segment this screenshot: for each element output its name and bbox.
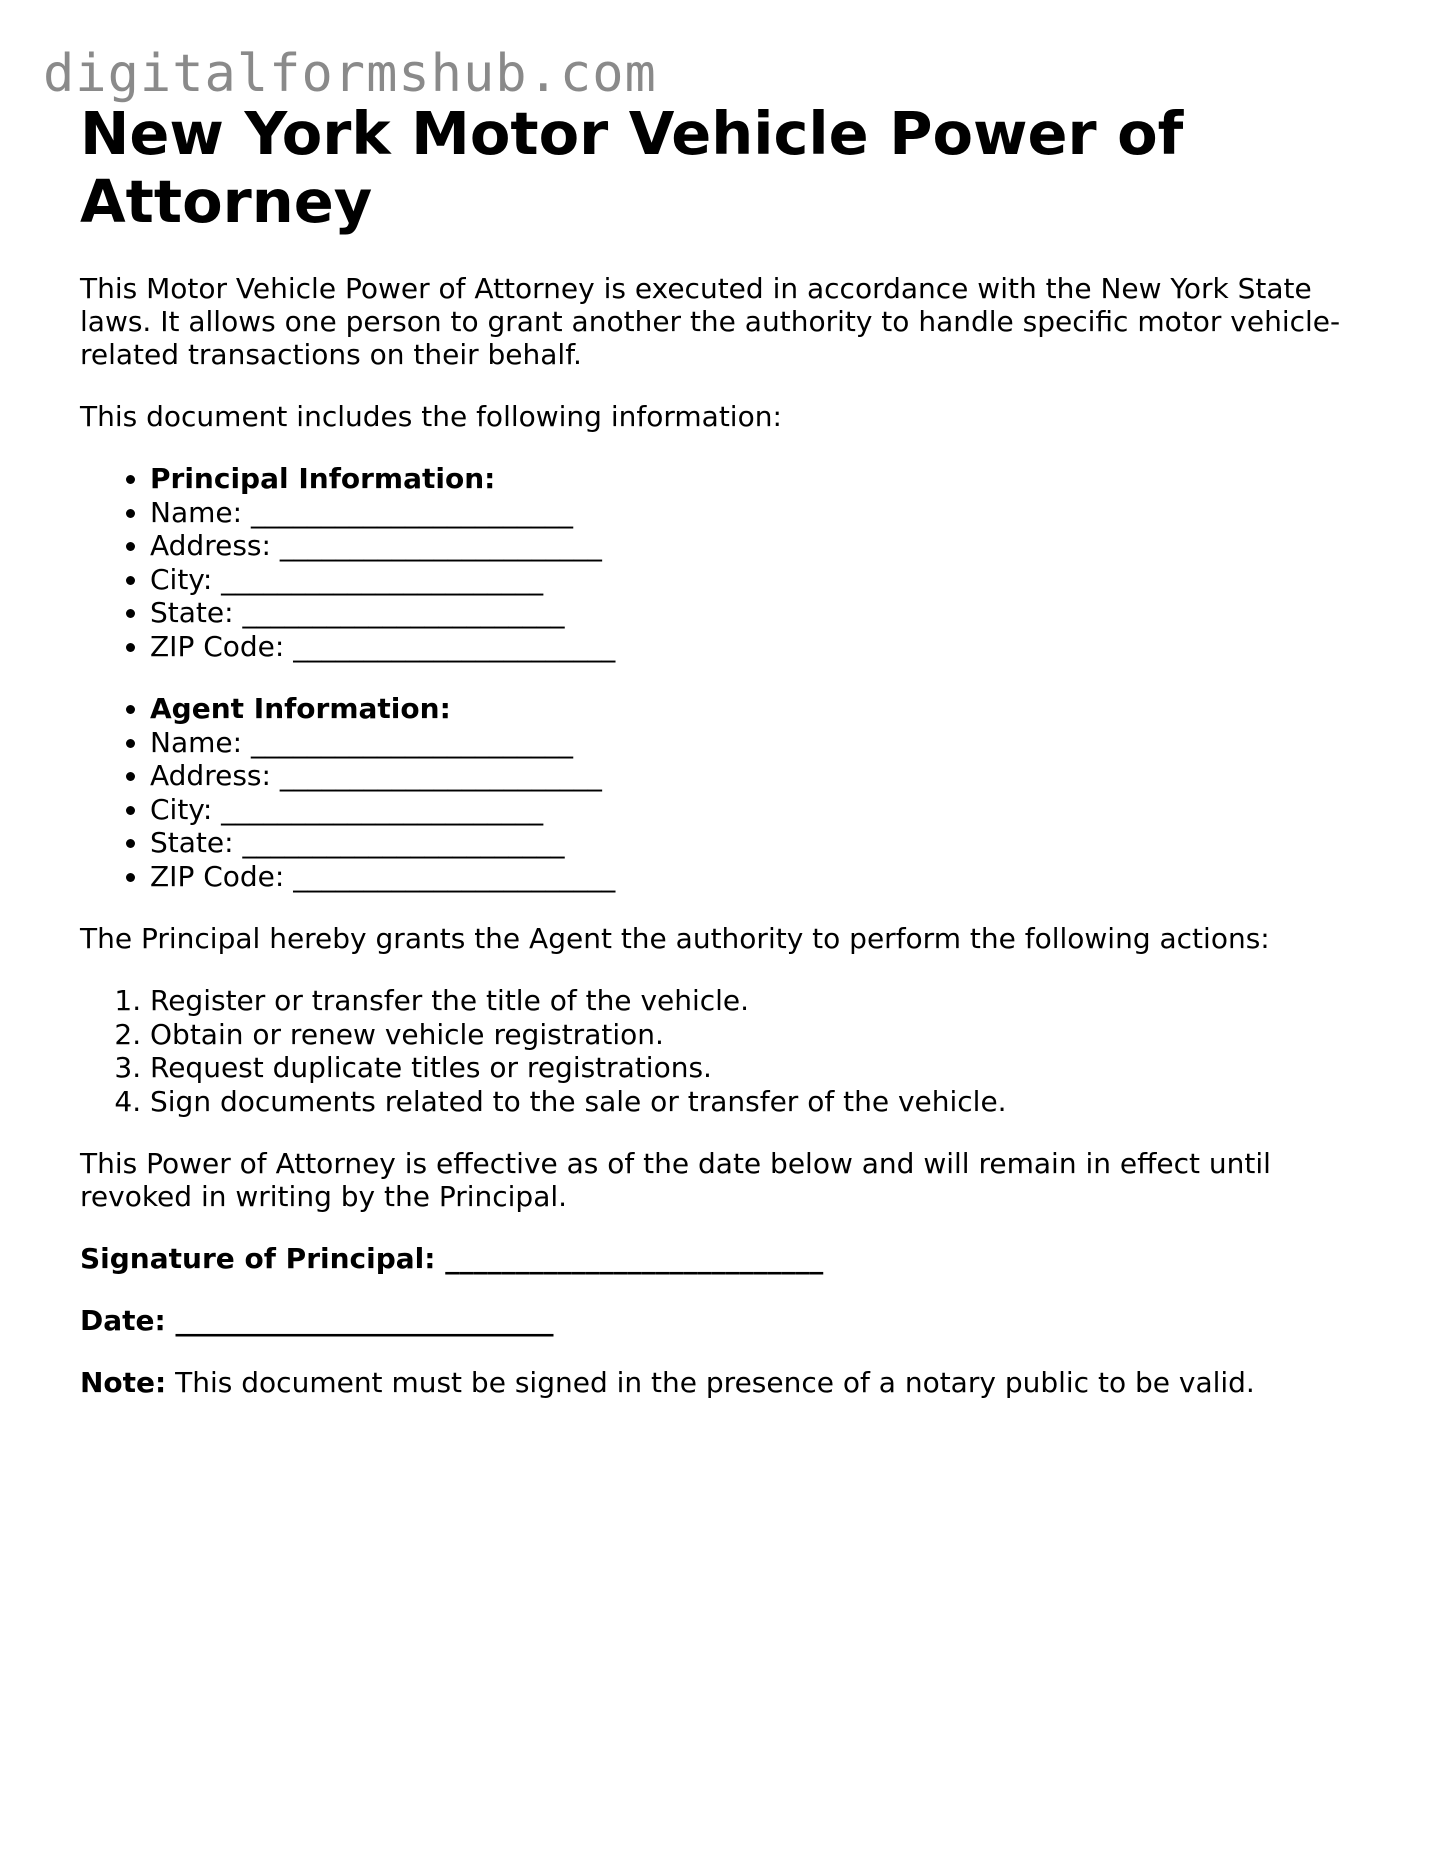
agent-zip-field[interactable]: • ZIP Code: _______________________ <box>150 860 1370 894</box>
agent-state-field[interactable]: • State: _______________________ <box>150 826 1370 860</box>
action-item: 3. Request duplicate titles or registrations. <box>150 1051 1370 1085</box>
principal-city-field[interactable]: • City: _______________________ <box>150 563 1370 597</box>
principal-info-list <box>80 462 1370 663</box>
document-body <box>80 100 1370 1399</box>
watermark: digitalformshub.com <box>43 44 657 104</box>
principal-heading: • Principal Information: <box>150 462 1370 496</box>
date-field[interactable]: Date: ___________________________ <box>80 1304 554 1337</box>
principal-state-field[interactable]: • State: _______________________ <box>150 596 1370 630</box>
principal-signature-field[interactable]: Signature of Principal: ___________________________ <box>80 1242 824 1275</box>
note-text: This document must be signed in the presence of a notary public to be valid. <box>166 1366 1255 1399</box>
principal-zip-field[interactable]: • ZIP Code: _______________________ <box>150 630 1370 664</box>
agent-name-field[interactable]: • Name: _______________________ <box>150 726 1370 760</box>
grant-paragraph: The Principal hereby grants the Agent the authority to perform the following actions: <box>80 922 1270 955</box>
includes-paragraph: This document includes the following information: <box>80 400 782 433</box>
actions-list <box>80 984 1370 1118</box>
note-paragraph <box>80 1366 1370 1399</box>
principal-name-field[interactable]: • Name: _______________________ <box>150 496 1370 530</box>
agent-city-field[interactable]: • City: _______________________ <box>150 793 1370 827</box>
agent-info-list <box>80 692 1370 893</box>
action-item: 2. Obtain or renew vehicle registration. <box>150 1018 1370 1052</box>
agent-address-field[interactable]: • Address: _______________________ <box>150 759 1370 793</box>
intro-paragraph: This Motor Vehicle Power of Attorney is executed in accordance with the New York State laws. It allows one person to grant another the authority to handle specific motor vehicle-related transactions on their behalf. <box>80 272 1341 371</box>
effective-paragraph: This Power of Attorney is effective as of the date below and will remain in effect until revoked in writing by the Principal. <box>80 1147 1271 1213</box>
agent-heading: • Agent Information: <box>150 692 1370 726</box>
note-label: Note: <box>80 1366 167 1399</box>
action-item: 1. Register or transfer the title of the vehicle. <box>150 984 1370 1018</box>
principal-address-field[interactable]: • Address: _______________________ <box>150 529 1370 563</box>
action-item: 4. Sign documents related to the sale or transfer of the vehicle. <box>150 1085 1370 1119</box>
page-title: New York Motor Vehicle Power of Attorney <box>80 99 1184 236</box>
